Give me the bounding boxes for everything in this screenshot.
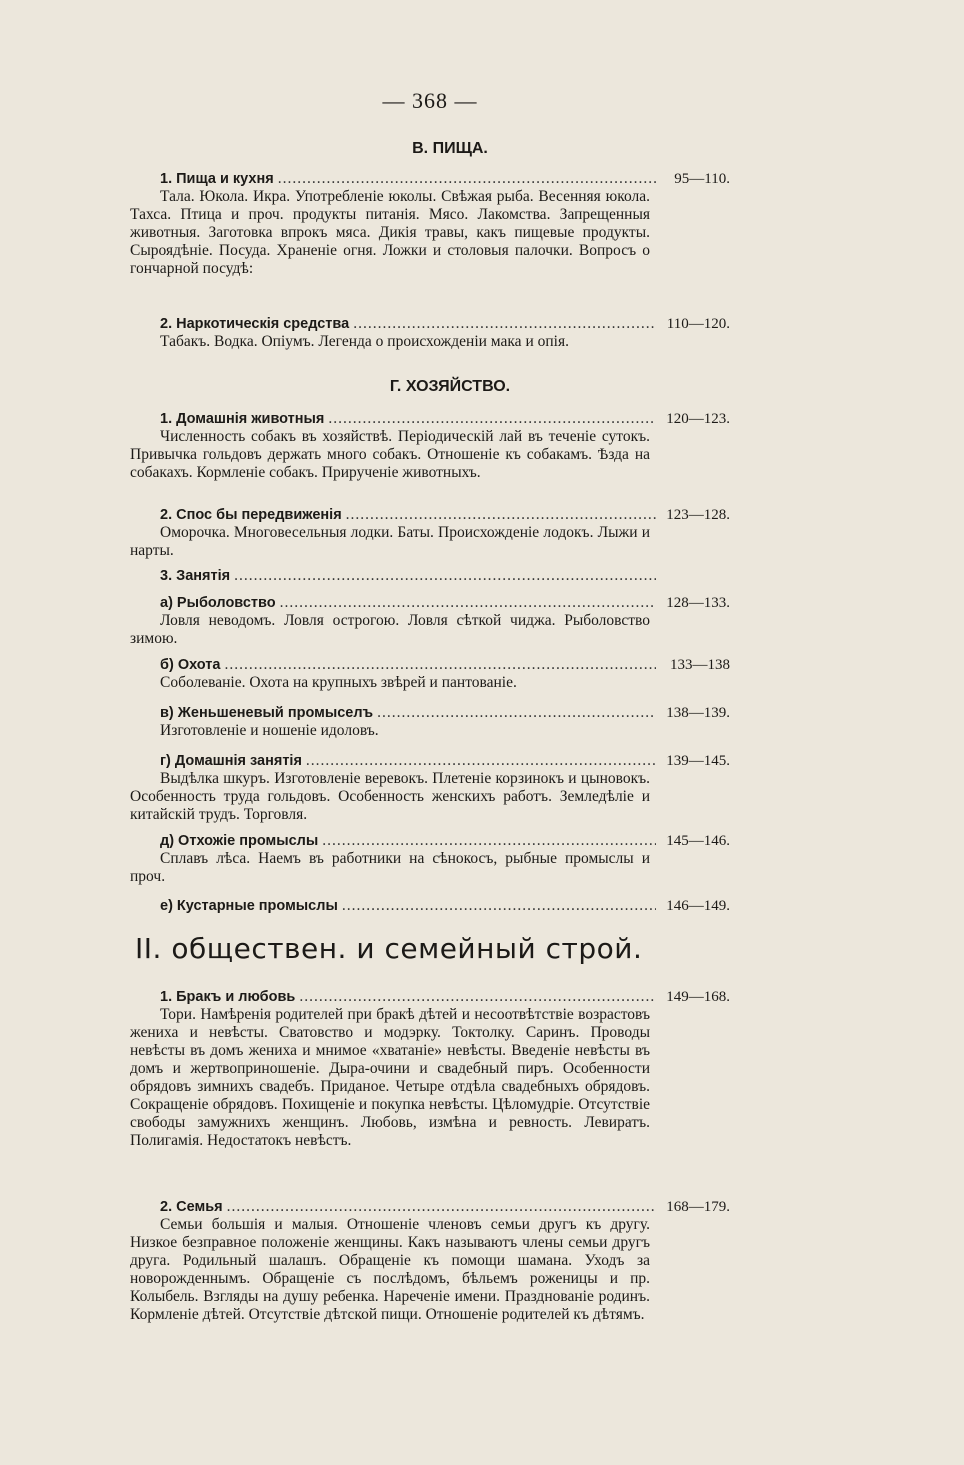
leader-dots (280, 594, 656, 612)
leader-dots (234, 567, 656, 585)
toc-entry (130, 752, 730, 824)
toc-entry (130, 594, 730, 648)
entry-title: 1. Домашнія животныя (160, 411, 325, 427)
entry-title: 1. Пища и кухня (160, 171, 274, 187)
leader-dots (342, 897, 656, 915)
entry-title: 2. Спос бы передвиженія (160, 507, 342, 523)
toc-entry (130, 988, 730, 1150)
entry-description: Оморочка. Многовесельныя лодки. Баты. Происхожденіе лодокъ. Лыжи и нарты. (130, 524, 650, 559)
entry-pages: 145—146. (666, 833, 730, 849)
section-v-heading: В. ПИЩА. (412, 140, 488, 157)
leader-dots (328, 410, 656, 428)
entry-title: г) Домашнія занятія (160, 753, 302, 769)
page-number: — 368 — (382, 88, 478, 113)
entry-title: а) Рыболовство (160, 595, 276, 611)
entry-title: д) Отхожіе промыслы (160, 833, 319, 849)
entry-pages: 149—168. (666, 989, 730, 1005)
leader-dots (306, 752, 656, 770)
entry-description: Соболеваніе. Охота на крупныхъ звѣрей и пантованіе. (160, 674, 517, 691)
entry-pages: 138—139. (666, 705, 730, 721)
entry-title: 1. Бракъ и любовь (160, 989, 296, 1005)
entry-pages: 133—138 (670, 657, 730, 673)
leader-dots (224, 656, 656, 674)
toc-entry (130, 506, 730, 560)
entry-description: Сплавъ лѣса. Наемъ въ работники на сѣнокосъ, рыбные промыслы и проч. (130, 850, 650, 885)
toc-entry (160, 315, 730, 351)
toc-entry (160, 656, 730, 692)
section-g-heading: Г. ХОЗЯЙСТВО. (389, 378, 511, 395)
entry-title: е) Кустарные промыслы (160, 898, 338, 914)
entry-title: в) Женьшеневый промыселъ (160, 705, 374, 721)
entry-pages: 139—145. (666, 753, 730, 769)
entry-description: Семьи большія и малыя. Отношеніе членовъ семьи другъ къ другу. Низкое безправное положеніе женщины. Какъ называютъ члены семьи другъ друга. Родильный шалашъ. Обращеніе къ помощи шамана. Уходъ за новорожденнымъ. Обращеніе съ послѣдомъ, бѣльемъ роженицы и пр. Колыбель. Взгляды на душу ребенка. Нареченіе имени. Празднованіе родинъ. Кормленіе дѣтей. Отсутствіе дѣтской пищи. Отношеніе родителей къ дѣтямъ. (130, 1216, 650, 1323)
toc-entry (130, 832, 730, 886)
entry-description: Выдѣлка шкуръ. Изготовленіе веревокъ. Плетеніе корзинокъ и цыновокъ. Особенность труда гольдовъ. Особенность женскихъ работъ. Земледѣліе и китайскій трудъ. Торговля. (130, 770, 650, 823)
entry-description: Численность собакъ въ хозяйствѣ. Періодическій лай въ теченіе сутокъ. Привычка гольдовъ держать много собакъ. Отношеніе къ собакамъ. Ѣзда на собакахъ. Кормленіе собакъ. Прирученіе животныхъ. (130, 428, 650, 481)
entry-pages: 120—123. (666, 411, 730, 427)
entry-title: б) Охота (160, 657, 221, 673)
entry-pages: 123—128. (666, 507, 730, 523)
entry-pages: 95—110. (674, 171, 730, 187)
leader-dots (377, 704, 656, 722)
leader-dots (278, 170, 656, 188)
toc-entry (130, 410, 730, 482)
entry-title: 3. Занятія (160, 568, 231, 584)
entry-description: Табакъ. Водка. Опіумъ. Легенда о происхожденіи мака и опія. (160, 333, 569, 350)
leader-dots (227, 1198, 656, 1216)
entry-pages: 110—120. (666, 316, 730, 332)
entry-pages: 128—133. (666, 595, 730, 611)
entry-description: Тала. Юкола. Икра. Употребленіе юколы. Свѣжая рыба. Весенняя юкола. Тахса. Птица и проч. продукты питанія. Мясо. Лакомства. Запрещенныя животныя. Заготовка впрокъ мяса. Дикія травы, какъ пищевые продукты. Сыроядѣніе. Посуда. Храненіе огня. Ложки и столовыя палочки. Вопросъ о гончарной посудѣ: (130, 188, 650, 277)
toc-entry (160, 567, 730, 585)
entry-description: Ловля неводомъ. Ловля острогою. Ловля сѣткой чиджа. Рыболовство зимою. (130, 612, 650, 647)
toc-entry (130, 170, 730, 278)
leader-dots (299, 988, 656, 1006)
section-ii-heading: II. обществен. и семейный строй. (135, 932, 643, 965)
leader-dots (346, 506, 656, 524)
entry-pages: 168—179. (666, 1199, 730, 1215)
entry-description: Изготовленіе и ношеніе идоловъ. (160, 722, 379, 739)
entry-pages: 146—149. (666, 898, 730, 914)
toc-entry (160, 897, 730, 915)
toc-entry (160, 704, 730, 740)
leader-dots (353, 315, 656, 333)
leader-dots (322, 832, 656, 850)
entry-description: Тори. Намѣренія родителей при бракѣ дѣтей и несоотвѣтствіе возрастовъ жениха и невѣсты. Сватовство и модэрку. Токтолку. Саринъ. Проводы невѣсты въ домъ жениха и мнимое «хватаніе» невѣсты. Введеніе невѣсты въ домъ и жертвоприношеніе. Дыра-очини и свадебный пиръ. Особенности обрядовъ зимнихъ свадебъ. Приданое. Четыре отдѣла свадебныхъ обрядовъ. Сокращеніе обрядовъ. Похищеніе и покупка невѣсты. Цѣломудріе. Отсутствіе свободы замужнихъ женщинъ. Любовь, измѣна и ревность. Левиратъ. Полигамія. Недостатокъ невѣстъ. (130, 1006, 650, 1149)
entry-title: 2. Наркотическія средства (160, 316, 350, 332)
entry-title: 2. Семья (160, 1199, 223, 1215)
toc-entry (130, 1198, 730, 1324)
